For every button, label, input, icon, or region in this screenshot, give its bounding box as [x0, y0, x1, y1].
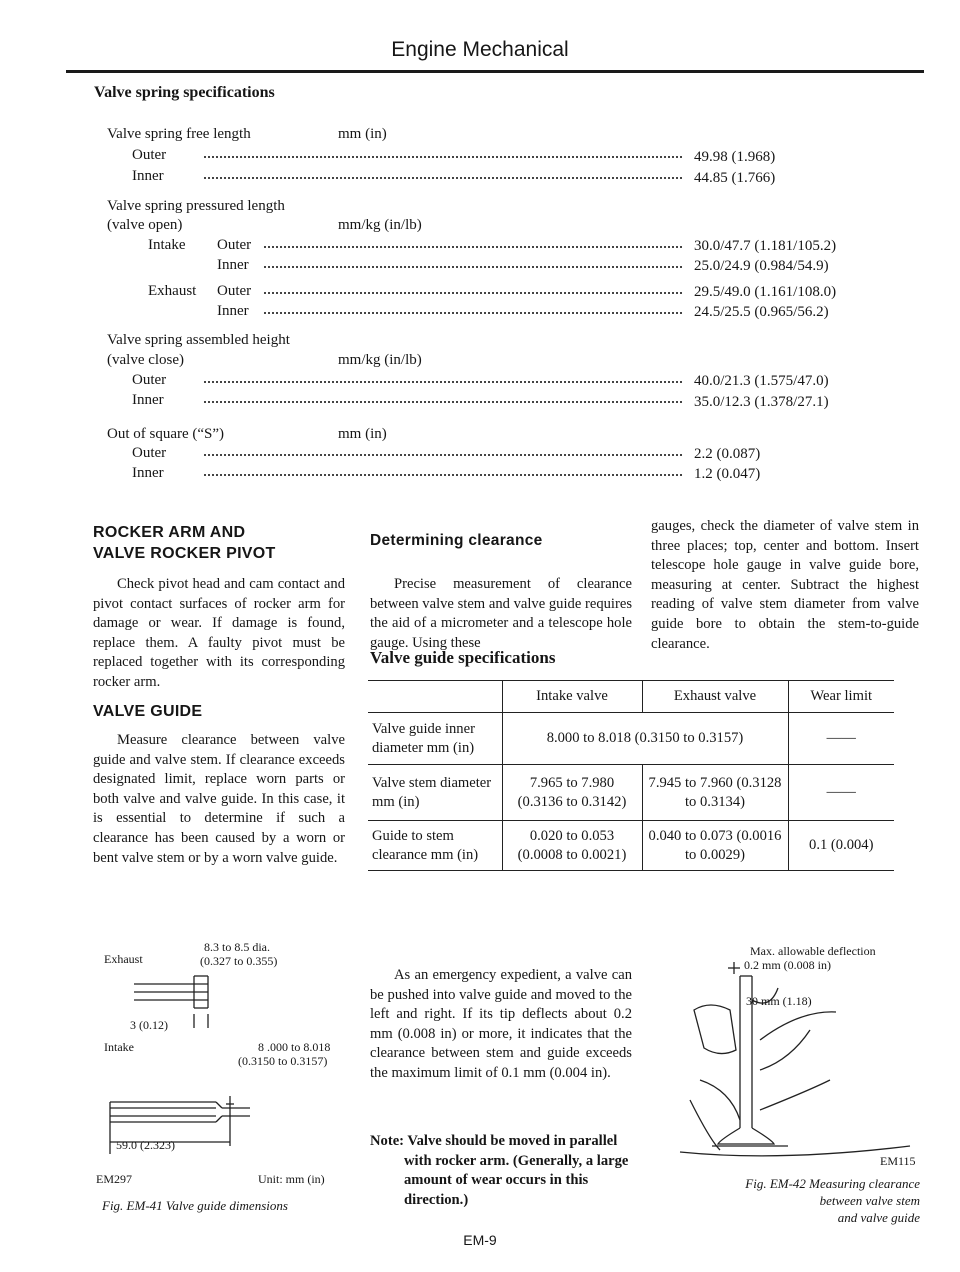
fig41-caption: Fig. EM-41 Valve guide dimensions [102, 1198, 288, 1213]
fig41-dia-line1: 8.3 to 8.5 dia. [204, 940, 270, 954]
spring-spec-title: Valve spring specifications [94, 84, 275, 101]
fig42-caption-line2: between valve stem [819, 1193, 920, 1208]
exhaust-outer-value: 29.5/49.0 (1.161/108.0) [694, 284, 837, 300]
page-number: EM-9 [463, 1232, 497, 1248]
leader-line [264, 292, 682, 294]
leader-line [204, 177, 682, 179]
free-outer-value: 49.98 (1.968) [694, 149, 776, 165]
rocker-heading-line1: ROCKER ARM AND [93, 524, 246, 541]
intake-label: Intake [148, 237, 186, 253]
intake-inner-label: Inner [217, 257, 249, 273]
row-inner-diameter-value: 8.000 to 8.018 (0.3150 to 0.3157) [502, 713, 788, 765]
square-outer-value: 2.2 (0.087) [694, 446, 761, 462]
fig41-code: EM297 [96, 1172, 132, 1186]
fig42-code: EM115 [880, 1154, 916, 1168]
rocker-paragraph: Check pivot head and cam contact and pivot contact surfaces of rocker arm for damage or wear. If damage is found, replace them. A faulty pivot must be replaced together with its corresponding rocker arm. [93, 576, 345, 690]
assembled-height-label: Valve spring assembled height [107, 332, 290, 348]
fig42-dim-30: 30 mm (1.18) [746, 994, 812, 1008]
col-wear-header: Wear limit [810, 688, 873, 704]
leader-line [204, 474, 682, 476]
assembled-outer-value: 40.0/21.3 (1.575/47.0) [694, 373, 829, 389]
pressured-length-label: Valve spring pressured length [107, 198, 285, 214]
fig42-caption-line1: Fig. EM-42 Measuring clearance [745, 1176, 920, 1191]
intake-inner-value: 25.0/24.9 (0.984/54.9) [694, 258, 829, 274]
intake-outer-value: 30.0/47.7 (1.181/105.2) [694, 238, 837, 254]
row-stem-diameter-wear: —— [826, 784, 856, 800]
figure-em41 [90, 932, 352, 1186]
valve-guide-heading: VALVE GUIDE [93, 703, 203, 720]
row-inner-diameter-wear: —— [826, 730, 856, 746]
valve-guide-spec-table [368, 680, 894, 871]
pressured-length-unit: mm/kg (in/lb) [338, 217, 422, 233]
clearance-paragraph-continued: gauges, check the diameter of valve stem in three places; top, center and bottom. Insert telescope hole gauge in valve guide bore, measuring at center. Subtract the highest reading of valve stem diameter from valve guide bore to obtain the stem-to-guide clearance. [651, 518, 919, 652]
leader-line [264, 246, 682, 248]
fig41-unit: Unit: mm (in) [258, 1172, 325, 1186]
free-inner-value: 44.85 (1.766) [694, 170, 776, 186]
pressured-length-sublabel: (valve open) [107, 217, 183, 233]
fig42-max-value: 0.2 mm (0.008 in) [744, 958, 831, 972]
fig41-inner-line2: (0.3150 to 0.3157) [238, 1054, 328, 1068]
row-stem-diameter-intake: 7.965 to 7.980 (0.3136 to 0.3142) [502, 765, 642, 821]
free-length-unit: mm (in) [338, 126, 387, 142]
row-inner-diameter-label: Valve guide inner diameter mm (in) [368, 713, 502, 765]
exhaust-inner-label: Inner [217, 303, 249, 319]
exhaust-label: Exhaust [148, 283, 197, 299]
intake-outer-label: Outer [217, 237, 252, 253]
fig41-intake-label: Intake [104, 1040, 134, 1054]
fig42-caption-line3: and valve guide [837, 1210, 920, 1225]
clearance-heading: Determining clearance [370, 532, 543, 549]
fig41-dia-line2: (0.327 to 0.355) [200, 954, 278, 968]
leader-line [204, 381, 682, 383]
leader-line [204, 454, 682, 456]
assembled-height-sublabel: (valve close) [107, 352, 185, 368]
header-rule [66, 70, 924, 73]
exhaust-outer-label: Outer [217, 283, 252, 299]
clearance-measure-drawing [660, 940, 924, 1170]
square-outer-label: Outer [132, 445, 167, 461]
figure-em42 [660, 940, 924, 1170]
square-inner-value: 1.2 (0.047) [694, 466, 761, 482]
guide-spec-title: Valve guide specifications [370, 648, 556, 667]
fig41-exhaust-label: Exhaust [104, 952, 143, 966]
out-of-square-label: Out of square (“S”) [107, 426, 225, 442]
out-of-square-unit: mm (in) [338, 426, 387, 442]
square-inner-label: Inner [132, 465, 164, 481]
rocker-heading-line2: VALVE ROCKER PIVOT [93, 545, 276, 562]
free-length-label: Valve spring free length [107, 126, 251, 142]
valve-guide-paragraph: Measure clearance between valve guide and valve stem. If clearance exceeds designated limit, replace worn parts or both valve and valve guide. In this case, it is essential to determine if such a clearance has been caused by a worn or bent valve stem or by a worn valve guide. [93, 732, 345, 866]
note-paragraph: Note: Valve should be moved in parallel with rocker arm. (Generally, a large amount of wear occurs in this direction.) [370, 1133, 629, 1208]
fig41-dim-59: 59.0 (2.323) [116, 1138, 175, 1152]
emergency-paragraph: As an emergency expedient, a valve can be pushed into valve guide and moved to the left and right. If its tip deflects about 0.2 mm (0.008 in) or more, it indicates that the clearance between stem and guide exceeds the maximum limit of 0.1 mm (0.004 in). [370, 967, 632, 1081]
leader-line [264, 266, 682, 268]
assembled-height-unit: mm/kg (in/lb) [338, 352, 422, 368]
fig41-dim-3: 3 (0.12) [130, 1018, 168, 1032]
row-stem-diameter-exhaust: 7.945 to 7.960 (0.3128 to 0.3134) [642, 765, 788, 821]
row-clearance-wear: 0.1 (0.004) [809, 837, 874, 853]
fig41-inner-line1: 8 .000 to 8.018 [258, 1040, 331, 1054]
leader-line [264, 312, 682, 314]
row-clearance-label: Guide to stem clearance mm (in) [368, 821, 502, 871]
assembled-inner-label: Inner [132, 392, 164, 408]
assembled-outer-label: Outer [132, 372, 167, 388]
row-stem-diameter-label: Valve stem diameter mm (in) [368, 765, 502, 821]
assembled-inner-value: 35.0/12.3 (1.378/27.1) [694, 394, 829, 410]
col-intake-header: Intake valve [502, 681, 642, 713]
row-clearance-exhaust: 0.040 to 0.073 (0.0016 to 0.0029) [642, 821, 788, 871]
row-clearance-intake: 0.020 to 0.053 (0.0008 to 0.0021) [502, 821, 642, 871]
leader-line [204, 156, 682, 158]
leader-line [204, 401, 682, 403]
exhaust-inner-value: 24.5/25.5 (0.965/56.2) [694, 304, 829, 320]
free-outer-label: Outer [132, 147, 167, 163]
fig42-max-label: Max. allowable deflection [750, 944, 876, 958]
free-inner-label: Inner [132, 168, 164, 184]
page-header-title: Engine Mechanical [391, 38, 569, 61]
col-exhaust-header: Exhaust valve [642, 681, 788, 713]
clearance-paragraph: Precise measurement of clearance between valve stem and valve guide requires the aid of a micrometer and a telescope hole gauge. Using these [370, 576, 632, 651]
